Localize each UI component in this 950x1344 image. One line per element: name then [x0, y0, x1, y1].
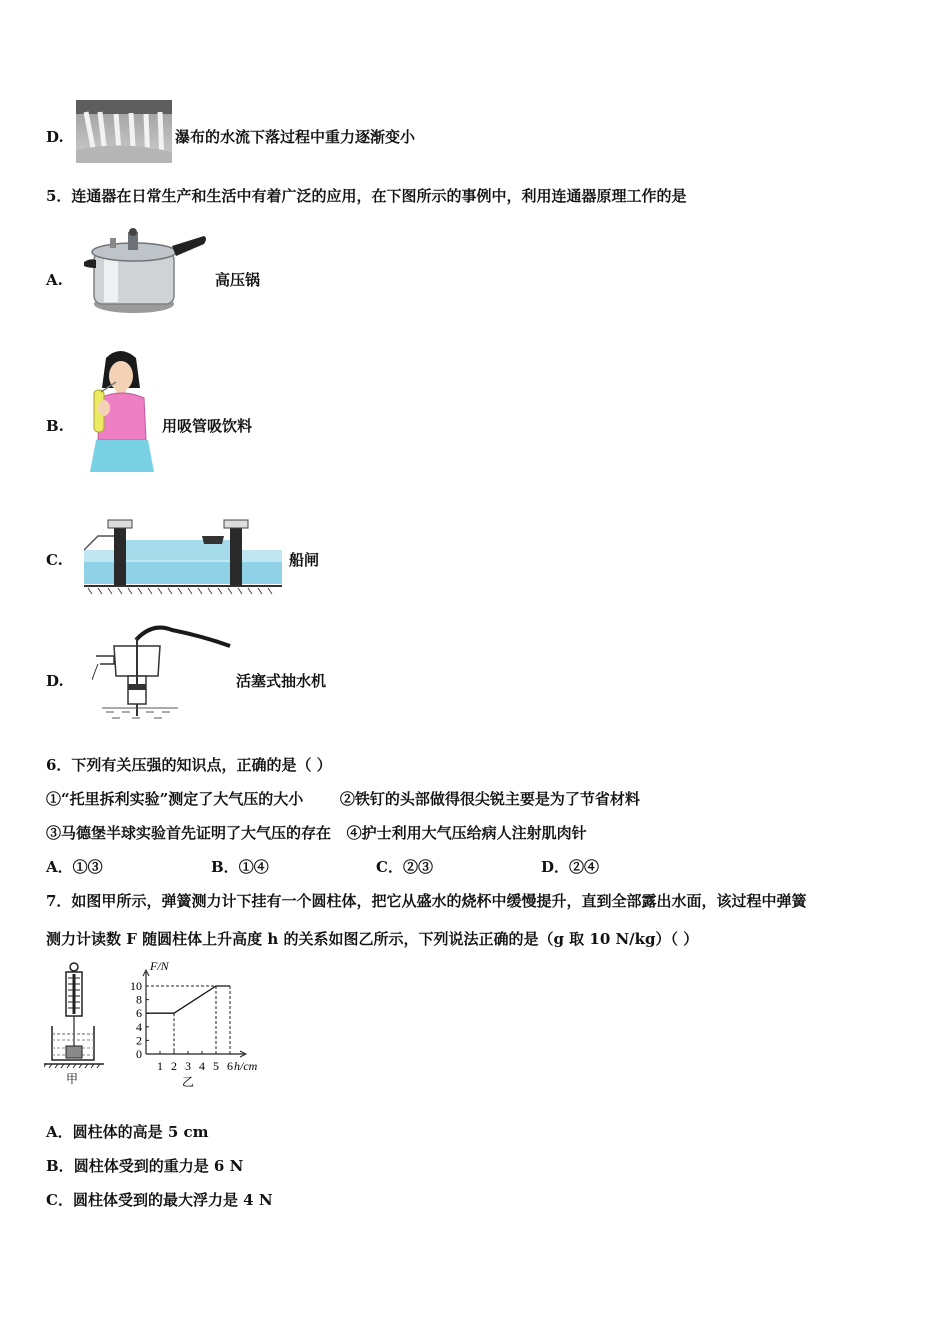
x-tick-label: 6: [227, 1059, 233, 1073]
q6-option-a: [46, 857, 103, 877]
x-tick-label: 2: [171, 1059, 177, 1073]
piston-pump-image: [92, 620, 232, 724]
q5-option-c-label: C.: [46, 551, 63, 569]
q6-option-a-label: A．: [46, 858, 73, 876]
q6-option-c-label: C．: [376, 858, 403, 876]
q6-option-d-label: D．: [541, 858, 570, 876]
q6-option-c: [376, 857, 433, 877]
q6-option-b: [211, 857, 269, 877]
force-height-chart: [122, 956, 282, 1092]
q7-option-a-label: A．: [46, 1123, 73, 1141]
q6-option-b-text: ①④: [238, 858, 269, 876]
q5-stem: 5．连通器在日常生产和生活中有着广泛的应用，在下图所示的事例中，利用连通器原理工作的是: [46, 187, 687, 205]
series-line: [146, 986, 230, 1013]
pressure-cooker-image: [82, 224, 208, 316]
q5-option-a-label: A.: [46, 271, 63, 289]
x-tick-label: 4: [199, 1059, 205, 1073]
q5-option-b-label: B.: [46, 417, 64, 435]
q5-option-d-label: D.: [46, 672, 64, 690]
q7-option-b-label: B．: [46, 1157, 74, 1175]
x-tick-label: 5: [213, 1059, 219, 1073]
q4-option-d-text: 瀑布的水流下落过程中重力逐渐变小: [175, 128, 416, 146]
y-tick-label: 2: [136, 1033, 142, 1048]
q7-option-c-text: 圆柱体受到的最大浮力是 4 N: [72, 1191, 273, 1209]
q7-stem-line1: 7．如图甲所示，弹簧测力计下挂有一个圆柱体，把它从盛水的烧杯中缓慢提升，直到全部露出水面，该过程中弹簧: [46, 892, 807, 910]
y-tick-label: 4: [136, 1019, 142, 1034]
girl-drinking-straw-image: [88, 348, 154, 474]
y-axis-label: F/N: [150, 959, 169, 973]
q6-statement-line2: ③马德堡半球实验首先证明了大气压的存在 ④护士利用大气压给病人注射肌肉针: [46, 824, 587, 842]
y-tick-label: 8: [136, 992, 142, 1007]
y-tick-label: 6: [136, 1006, 142, 1021]
y-tick-label: 0: [136, 1047, 142, 1061]
x-tick-label: 1: [157, 1059, 163, 1073]
figure-jia-caption: 甲: [66, 1072, 79, 1086]
q7-stem-line2: 测力计读数 F 随圆柱体上升高度 h 的关系如图乙所示，下列说法正确的是（g 取 10 N/kg）（ ）: [46, 930, 699, 948]
q6-option-d-text: ②④: [569, 858, 600, 876]
spring-scale-beaker-figure: [44, 960, 110, 1090]
q5-option-d-text: 活塞式抽水机: [236, 672, 327, 690]
q7-option-c: [46, 1190, 273, 1210]
q6-option-d: [541, 857, 599, 877]
figure-yi-caption: 乙: [181, 1075, 195, 1089]
q6-statement-line1: ①“托里拆利实验”测定了大气压的大小 ②铁钉的头部做得很尖锐主要是为了节省材料: [46, 790, 640, 808]
q5-option-c-text: 船闸: [289, 551, 320, 569]
q5-option-a-text: 高压锅: [215, 271, 261, 289]
q6-option-b-label: B．: [211, 858, 239, 876]
q7-option-a-text: 圆柱体的高是 5 cm: [72, 1123, 209, 1141]
q6-option-a-text: ①③: [72, 858, 103, 876]
ship-lock-image: [84, 514, 282, 596]
q7-option-c-label: C．: [46, 1191, 73, 1209]
y-tick-label: 10: [130, 979, 142, 993]
x-axis-label: h/cm: [234, 1059, 258, 1073]
q7-option-b-text: 圆柱体受到的重力是 6 N: [73, 1157, 244, 1175]
q5-option-b-text: 用吸管吸饮料: [162, 417, 253, 435]
q6-stem: 6．下列有关压强的知识点，正确的是（ ）: [46, 756, 332, 774]
waterfall-image: [76, 100, 172, 163]
q4-option-d-label: D.: [46, 128, 64, 146]
x-tick-label: 3: [185, 1059, 191, 1073]
q7-option-a: [46, 1122, 209, 1142]
q7-option-b: [46, 1156, 243, 1176]
q6-option-c-text: ②③: [402, 858, 433, 876]
